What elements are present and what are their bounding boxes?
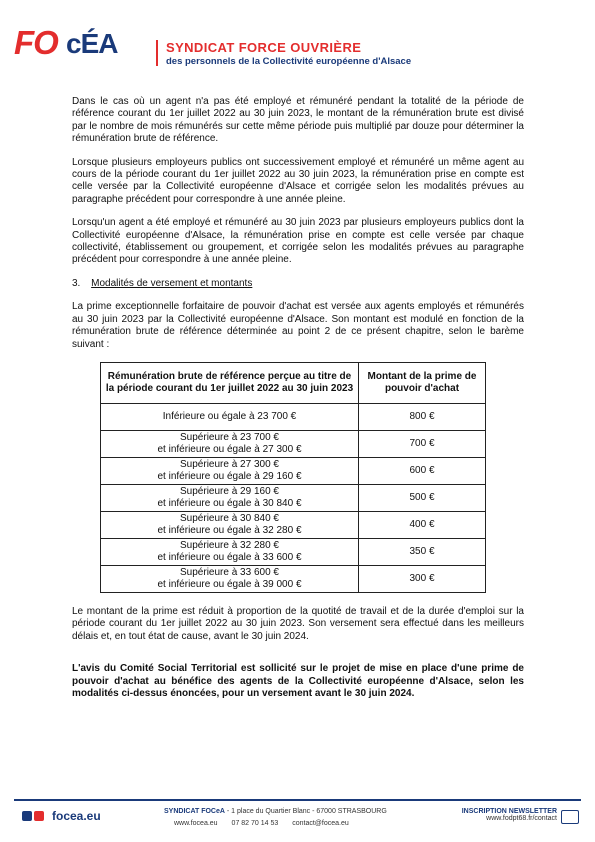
range-upper: et inférieure ou égale à 30 840 € [157,497,302,509]
amount-cell: 500 € [359,484,486,511]
range-upper: et inférieure ou égale à 33 600 € [157,551,302,563]
range-upper: et inférieure ou égale à 29 160 € [157,470,302,482]
paragraph-4: La prime exceptionnelle forfaitaire de pouvoir d'achat est versée aux agents employés et rémunérés au 30 juin 2023 par la Collectivité européenne d'Alsace. Son montant est modulé en fonction de la rémunération brute de référence déterminée au point 2 de ce présent chapitre, selon le barème suivant : [72,301,524,350]
range-lower: Supérieure à 30 840 € [180,512,279,524]
footer-email[interactable]: contact@focea.eu [292,820,349,827]
facebook-icon[interactable] [22,811,32,821]
table-row [101,430,486,457]
range-upper: et inférieure ou égale à 39 000 € [157,578,302,590]
org-name: SYNDICAT FORCE OUVRIÈRE [166,40,362,55]
mail-icon[interactable] [561,810,579,824]
remuneration-range-cell [101,484,359,511]
section-number: 3. [72,277,81,289]
range-lower: Supérieure à 32 280 € [180,539,279,551]
logo-fo-text: FO [14,24,58,61]
newsletter-block [462,808,557,822]
footer-contacts [174,820,361,827]
footer-address [164,808,387,815]
document-body [72,96,524,711]
paragraph-5: Le montant de la prime est réduit à proportion de la quotité de travail et de la durée d'emploi sur la période courant du 1er juillet 2022 au 30 juin 2023. Son versement sera effectué dans les meilleurs délais et, en tout état de cause, avant le 30 juin 2024. [72,605,524,642]
range-lower: Supérieure à 27 300 € [180,458,279,470]
remuneration-range-cell [101,403,359,430]
paragraph-1: Dans le cas où un agent n'a pas été employé et rémunéré pendant la totalité de la période de référence courant du 1er juillet 2022 au 30 juin 2023, le montant de la rémunération brute est divisé par le nombre de mois rémunérés sur cette même période puis multiplié par douze pour déterminer la rémunération brute de référence. [72,96,524,145]
table-row [101,484,486,511]
amount-cell: 600 € [359,457,486,484]
logo-cea-text: cÉA [66,28,118,59]
footer-divider [14,799,581,801]
paragraph-2: Lorsque plusieurs employeurs publics ont successivement employé et rémunéré un même agent au cours de la période courant du 1er juillet 2022 au 30 juin 2023, la rémunération prise en compte est celle versée par la Collectivité européenne d'Alsace et corrigée selon les modalités prévues au paragraphe précédent pour correspondre à une année pleine. [72,156,524,205]
instagram-icon[interactable] [34,811,44,821]
letterhead [14,22,434,72]
closing-statement: L'avis du Comité Social Territorial est sollicité sur le projet de mise en place d'une prime de pouvoir d'achat au bénéfice des agents de la Collectivité européenne d'Alsace, selon les modalités ci-dessus énoncées, pour un versement avant le 30 juin 2024. [72,663,524,699]
premium-table-wrapper [72,362,524,593]
footer-web-link[interactable]: www.focea.eu [174,820,218,827]
remuneration-range-cell [101,511,359,538]
header-amount: Montant de la prime de pouvoir d'achat [359,362,486,403]
header-divider [156,40,158,66]
range-upper: et inférieure ou égale à 32 280 € [157,524,302,536]
header-remuneration: Rémunération brute de référence perçue au titre de la période courant du 1er juillet 2022 au 30 juin 2023 [101,362,359,403]
footer [14,806,581,834]
remuneration-range-cell [101,457,359,484]
table-header-row [101,362,486,403]
range-lower: Inférieure ou égale à 23 700 € [162,410,297,422]
range-upper: et inférieure ou égale à 27 300 € [157,443,302,455]
amount-cell: 700 € [359,430,486,457]
range-lower: Supérieure à 23 700 € [180,431,279,443]
newsletter-url[interactable]: www.fodpt68.fr/contact [486,815,557,822]
focea-logo [14,22,149,68]
remuneration-range-cell [101,538,359,565]
newsletter-label: INSCRIPTION NEWSLETTER [461,808,557,815]
amount-cell: 350 € [359,538,486,565]
range-lower: Supérieure à 33 600 € [180,566,279,578]
table-row [101,565,486,592]
section-heading [72,278,524,290]
amount-cell: 800 € [359,403,486,430]
paragraph-3: Lorsqu'un agent a été employé et rémunéré au 30 juin 2023 par plusieurs employeurs publics dont la Collectivité européenne d'Alsace, la rémunération prise en compte est celle versée par chaque collectivité, établissement ou groupement, et corrigée selon les modalités prévues au paragraphe précédent pour correspondre à une année pleine. [72,217,524,266]
footer-org: SYNDICAT FOCeA [164,808,225,815]
table-row [101,538,486,565]
premium-scale-table [100,362,486,593]
remuneration-range-cell [101,565,359,592]
range-lower: Supérieure à 29 160 € [180,485,279,497]
amount-cell: 400 € [359,511,486,538]
footer-phone[interactable]: 07 82 70 14 53 [231,820,279,827]
table-row [101,457,486,484]
table-row [101,403,486,430]
footer-website[interactable]: focea.eu [52,809,101,823]
footer-address-text: - 1 place du Quartier Blanc - 67000 STRASBOURG [226,808,387,815]
social-icons [22,811,46,821]
amount-cell: 300 € [359,565,486,592]
remuneration-range-cell [101,430,359,457]
table-row [101,511,486,538]
section-title: Modalités de versement et montants [91,277,253,289]
org-subtitle: des personnels de la Collectivité européenne d'Alsace [166,56,412,67]
